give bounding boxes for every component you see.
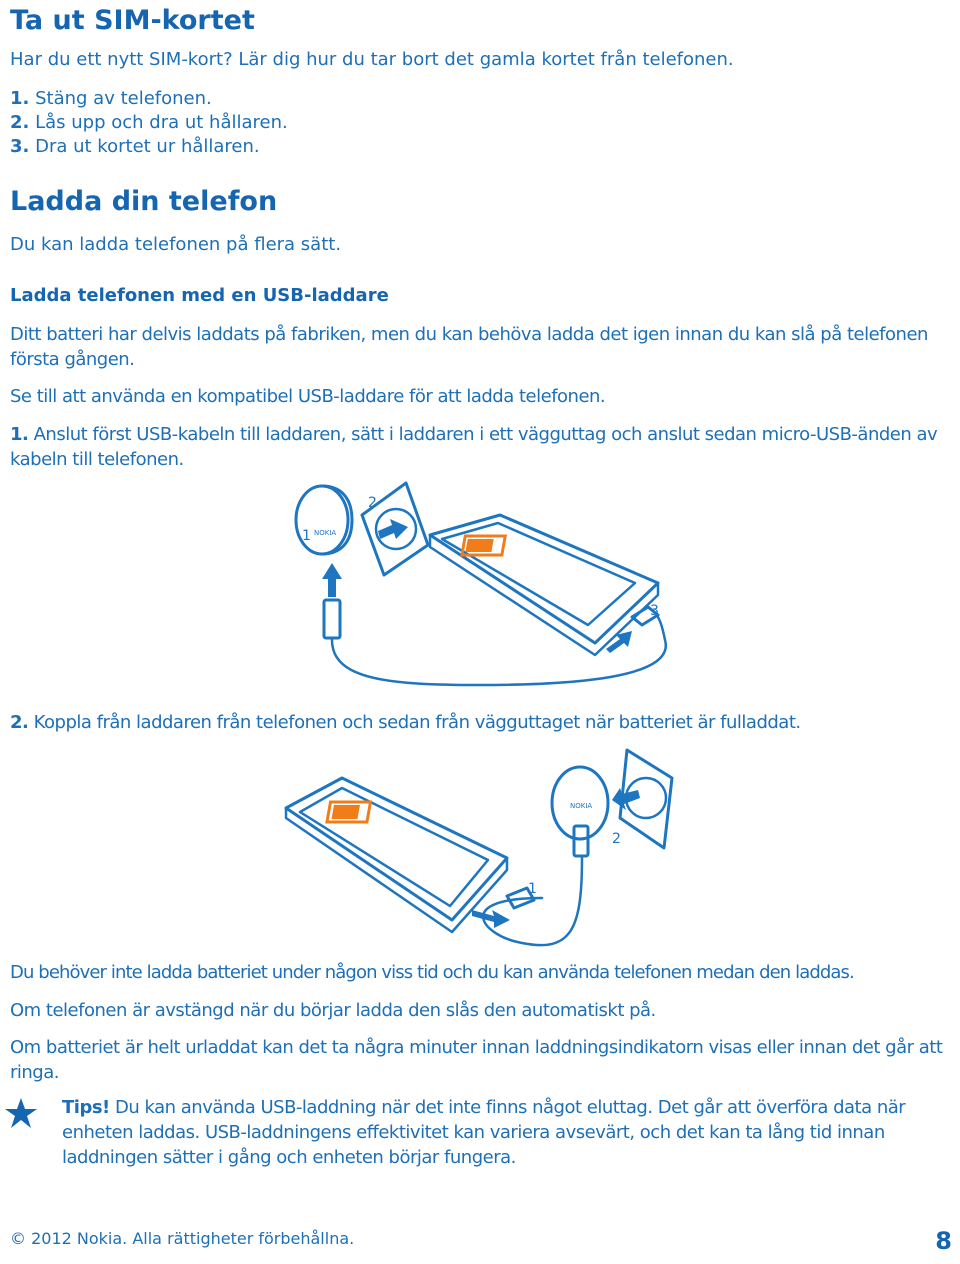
usb-plug-icon [324, 600, 340, 638]
copyright: © 2012 Nokia. Alla rättigheter förbehållna. [10, 1229, 355, 1248]
charge-step-1: 1. Anslut först USB-kabeln till laddaren, sätt i laddaren i ett vägguttag och anslut sedan micro-USB-änden av kabeln till telefonen. [10, 424, 938, 470]
battery-paragraph: Ditt batteri har delvis laddats på fabriken, men du kan behöva ladda det igen innan du kan slå på telefonen första gången. [10, 324, 928, 370]
arrow-right-icon [378, 519, 408, 539]
sim-intro: Har du ett nytt SIM-kort? Lär dig hur du tar bort det gamla kortet från telefonen. [10, 49, 734, 70]
note-empty-battery: Om batteriet är helt urladdat kan det ta några minuter innan laddningsindikatorn visas eller innan det går att ringa. [10, 1037, 943, 1083]
connect-charger-illustration [280, 475, 680, 690]
arrow-down-icon [472, 910, 510, 928]
compatible-charger-paragraph: Se till att använda en kompatibel USB-laddare för att ladda telefonen. [10, 386, 606, 407]
usb-cable [332, 617, 666, 685]
charge-title: Ladda din telefon [10, 186, 278, 217]
phone-icon-2 [286, 778, 507, 920]
disconnect-charger-illustration [282, 748, 682, 953]
figure1-label-1: 1 [302, 528, 311, 544]
figure1-label-3: 3 [650, 603, 659, 619]
battery-icon [462, 536, 505, 555]
figure2-label-2: 2 [612, 831, 621, 847]
figure1-label-2: 2 [368, 495, 377, 511]
battery-icon-2 [327, 802, 371, 822]
sim-step-1: 1. Stäng av telefonen. [10, 88, 212, 109]
arrow-up-icon [322, 563, 342, 597]
charge-step-2: 2. Koppla från laddaren från telefonen och sedan från vägguttaget när batteriet är fulladdat. [10, 712, 801, 733]
tip-text: Tips! Du kan använda USB-laddning när det inte finns något eluttag. Det går att överföra data när enheten laddas. USB-laddningens effektivitet kan variera avsevärt, och det kan ta lång tid innan laddningen sätter i gång och enheten börjar fungera. [62, 1097, 906, 1168]
usb-heading: Ladda telefonen med en USB-laddare [10, 285, 389, 306]
charge-intro: Du kan ladda telefonen på flera sätt. [10, 234, 342, 255]
note-auto-power-on: Om telefonen är avstängd när du börjar ladda den slås den automatiskt på. [10, 1000, 656, 1021]
page-title: Ta ut SIM-kortet [10, 5, 255, 36]
figure2-label-1: 1 [528, 881, 537, 897]
charger-brand: NOKIA [314, 529, 337, 537]
note-charging-time: Du behöver inte ladda batteriet under någon viss tid och du kan använda telefonen medan den laddas. [10, 962, 854, 983]
page-number: 8 [935, 1227, 952, 1255]
charger-brand-2: NOKIA [570, 802, 593, 810]
star-icon [4, 1097, 38, 1129]
sim-step-3: 3. Dra ut kortet ur hållaren. [10, 136, 260, 157]
sim-step-2: 2. Lås upp och dra ut hållaren. [10, 112, 288, 133]
